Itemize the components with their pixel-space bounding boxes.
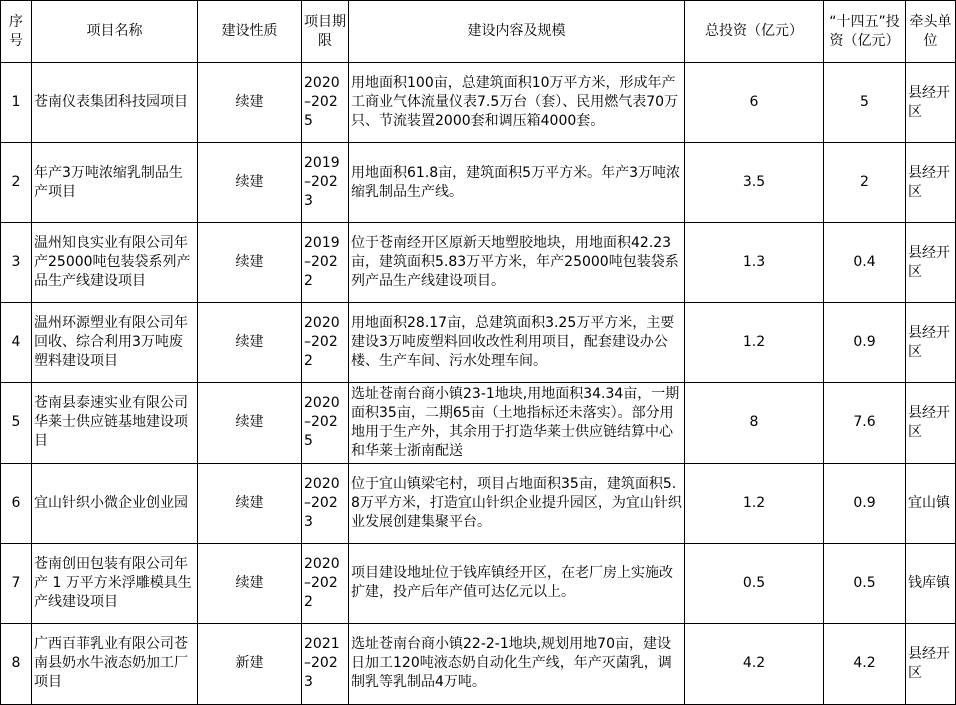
header-row [1, 1, 956, 63]
cell-content: 项目建设地址位于钱库镇经开区，在老厂房上实施改扩建，投产后年产值可达亿元以上。 [349, 543, 685, 623]
cell-nature: 续建 [198, 383, 302, 463]
cell-lead: 县经开区 [906, 303, 956, 383]
cell-plan: 0.4 [824, 223, 906, 303]
cell-no: 7 [1, 543, 32, 623]
cell-plan: 0.5 [824, 543, 906, 623]
cell-lead: 县经开区 [906, 63, 956, 143]
cell-content: 选址苍南台商小镇22-2-1地块,规划用地70亩，建设日加工120吨液态奶自动化生产线，年产灭菌乳，调制乳等乳制品4万吨。 [349, 623, 685, 704]
cell-period: 2020–2023 [302, 463, 349, 543]
cell-lead: 县经开区 [906, 383, 956, 463]
header-lead: 牵头单位 [906, 1, 956, 63]
cell-name: 广西百菲乳业有限公司苍南县奶水牛液态奶加工厂项目 [32, 623, 198, 704]
cell-name: 温州知良实业有限公司年产25000吨包装袋系列产品生产线建设项目 [32, 223, 198, 303]
table-row [1, 543, 956, 623]
cell-no: 5 [1, 383, 32, 463]
cell-no: 4 [1, 303, 32, 383]
table-row [1, 223, 956, 303]
cell-period: 2020–2025 [302, 63, 349, 143]
cell-period: 2020–2022 [302, 543, 349, 623]
cell-lead: 县经开区 [906, 143, 956, 223]
cell-period: 2021–2023 [302, 623, 349, 704]
cell-plan: 5 [824, 63, 906, 143]
cell-nature: 续建 [198, 143, 302, 223]
cell-total: 8 [685, 383, 824, 463]
cell-period: 2020–2025 [302, 383, 349, 463]
cell-content: 位于宜山镇梁宅村，项目占地面积35亩，建筑面积5.8万平方米，打造宜山针织企业提升园区，为宜山针织业发展创建集聚平台。 [349, 463, 685, 543]
header-plan: “十四五”投资（亿元） [824, 1, 906, 63]
cell-lead: 县经开区 [906, 223, 956, 303]
cell-total: 4.2 [685, 623, 824, 704]
cell-no: 6 [1, 463, 32, 543]
cell-no: 3 [1, 223, 32, 303]
cell-plan: 4.2 [824, 623, 906, 704]
cell-period: 2020–2022 [302, 303, 349, 383]
header-period: 项目期限 [302, 1, 349, 63]
cell-plan: 0.9 [824, 463, 906, 543]
cell-lead: 县经开区 [906, 623, 956, 704]
cell-name: 苍南仪表集团科技园项目 [32, 63, 198, 143]
cell-total: 1.3 [685, 223, 824, 303]
header-nature: 建设性质 [198, 1, 302, 63]
cell-total: 3.5 [685, 143, 824, 223]
table-row [1, 463, 956, 543]
cell-total: 6 [685, 63, 824, 143]
cell-nature: 续建 [198, 223, 302, 303]
header-no: 序号 [1, 1, 32, 63]
table-row [1, 303, 956, 383]
cell-plan: 2 [824, 143, 906, 223]
cell-total: 1.2 [685, 303, 824, 383]
table-row [1, 63, 956, 143]
cell-name: 温州环源塑业有限公司年回收、综合利用3万吨废塑料建设项目 [32, 303, 198, 383]
cell-no: 1 [1, 63, 32, 143]
cell-nature: 续建 [198, 543, 302, 623]
cell-content: 位于苍南经开区原新天地塑胶地块，用地面积42.23亩，建筑面积5.83万平方米，年产25000吨包装袋系列产品生产线建设项目。 [349, 223, 685, 303]
cell-nature: 续建 [198, 63, 302, 143]
table-row [1, 143, 956, 223]
cell-content: 用地面积100亩，总建筑面积10万平方米，形成年产工商业气体流量仪表7.5万台（套）、民用燃气表70万只、节流装置2000套和调压箱4000套。 [349, 63, 685, 143]
cell-nature: 续建 [198, 303, 302, 383]
table-row [1, 623, 956, 704]
header-content: 建设内容及规模 [349, 1, 685, 63]
cell-no: 8 [1, 623, 32, 704]
cell-name: 苍南县泰速实业有限公司华莱士供应链基地建设项目 [32, 383, 198, 463]
cell-total: 0.5 [685, 543, 824, 623]
header-name: 项目名称 [32, 1, 198, 63]
cell-plan: 7.6 [824, 383, 906, 463]
cell-name: 宜山针织小微企业创业园 [32, 463, 198, 543]
cell-plan: 0.9 [824, 303, 906, 383]
cell-no: 2 [1, 143, 32, 223]
cell-name: 年产3万吨浓缩乳制品生产项目 [32, 143, 198, 223]
cell-name: 苍南创田包装有限公司年产 1 万平方米浮雕模具生产线建设项目 [32, 543, 198, 623]
cell-nature: 续建 [198, 463, 302, 543]
cell-content: 选址苍南台商小镇23-1地块,用地面积34.34亩，一期面积35亩，二期65亩（土地指标还未落实）。部分用地用于生产外，其余用于打造华莱士供应链结算中心和华莱士浙南配送 [349, 383, 685, 463]
cell-period: 2019–2023 [302, 143, 349, 223]
cell-total: 1.2 [685, 463, 824, 543]
table-row [1, 383, 956, 463]
cell-lead: 钱库镇 [906, 543, 956, 623]
cell-content: 用地面积61.8亩，建筑面积5万平方米。年产3万吨浓缩乳制品生产线。 [349, 143, 685, 223]
cell-lead: 宜山镇 [906, 463, 956, 543]
cell-content: 用地面积28.17亩，总建筑面积3.25万平方米，主要建设3万吨废塑料回收改性利用项目，配套建设办公楼、生产车间、污水处理车间。 [349, 303, 685, 383]
cell-nature: 新建 [198, 623, 302, 704]
cell-period: 2019–2022 [302, 223, 349, 303]
header-total: 总投资（亿元） [685, 1, 824, 63]
